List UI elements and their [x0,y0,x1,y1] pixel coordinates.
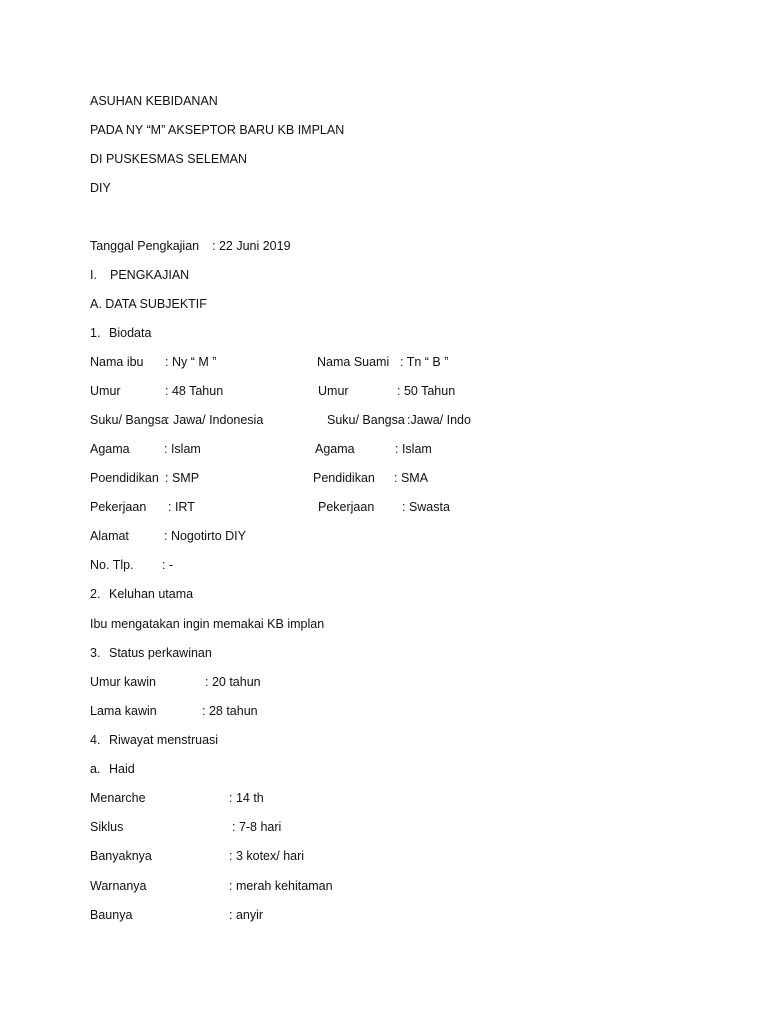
biodata-value: : 50 Tahun [397,384,456,398]
complaint-title: Keluhan utama [109,587,194,601]
doc-title-line-3: DI PUSKESMAS SELEMAN [90,152,247,166]
menstrual-label: Warnanya [90,879,147,893]
biodata-label: Poendidikan [90,471,159,485]
menstrual-number: 4. [90,733,101,747]
marital-value: : 20 tahun [205,675,261,689]
biodata-value: : Islam [395,442,432,456]
marital-value: : 28 tahun [202,704,258,718]
biodata-title: Biodata [109,326,152,340]
biodata-label: Pekerjaan [90,500,147,514]
menstrual-label: Menarche [90,791,146,805]
biodata-label: Suku/ Bangsa [327,413,405,427]
menstrual-title: Riwayat menstruasi [109,733,219,747]
biodata-value: : Ny “ M ” [165,355,217,369]
assessment-date-value: : 22 Juni 2019 [212,239,291,253]
doc-title-line-2: PADA NY “M” AKSEPTOR BARU KB IMPLAN [90,123,345,137]
biodata-value: : Swasta [402,500,450,514]
biodata-label: Pekerjaan [318,500,375,514]
menstrual-sub-title: Haid [109,762,135,776]
menstrual-value: : 14 th [229,791,264,805]
section-heading [90,267,189,283]
menstrual-heading [90,732,218,748]
biodata-label: No. Tlp. [90,558,134,572]
menstrual-label: Baunya [90,908,133,922]
menstrual-label: Siklus [90,820,124,834]
complaint-text: Ibu mengatakan ingin memakai KB implan [90,617,325,631]
doc-title-line-4: DIY [90,181,111,195]
biodata-value: : Islam [164,442,201,456]
complaint-heading [90,586,193,602]
biodata-value: : Nogotirto DIY [164,529,246,543]
marital-title: Status perkawinan [109,646,212,660]
biodata-value: : - [162,558,174,572]
menstrual-subheading [90,761,135,777]
biodata-value: : SMP [165,471,200,485]
biodata-number: 1. [90,326,101,340]
marital-heading [90,645,212,661]
biodata-label: Suku/ Bangsa [90,413,168,427]
marital-label: Lama kawin [90,704,157,718]
biodata-label: Agama [90,442,130,456]
menstrual-label: Banyaknya [90,849,152,863]
marital-label: Umur kawin [90,675,156,689]
section-title: PENGKAJIAN [110,268,190,282]
biodata-label: Agama [315,442,355,456]
biodata-label: Umur [318,384,349,398]
menstrual-value: : 7-8 hari [232,820,282,834]
menstrual-sub-number: a. [90,762,101,776]
biodata-heading [90,325,151,341]
biodata-value: : IRT [168,500,195,514]
biodata-label: Umur [90,384,121,398]
complaint-number: 2. [90,587,101,601]
subsection-heading: A. DATA SUBJEKTIF [90,297,207,311]
menstrual-value: : anyir [229,908,264,922]
section-number: I. [90,268,97,282]
biodata-value: : Tn “ B ” [400,355,449,369]
biodata-value: : 48 Tahun [165,384,224,398]
biodata-label: Alamat [90,529,129,543]
biodata-label: Nama ibu [90,355,144,369]
biodata-value: : SMA [394,471,429,485]
marital-number: 3. [90,646,101,660]
biodata-label: Nama Suami [317,355,390,369]
biodata-value: : Jawa/ Indonesia [166,413,264,427]
assessment-date-label: Tanggal Pengkajian [90,239,200,253]
menstrual-value: : 3 kotex/ hari [229,849,305,863]
biodata-label: Pendidikan [313,471,375,485]
biodata-value: :Jawa/ Indo [407,413,471,427]
doc-title-line-1: ASUHAN KEBIDANAN [90,94,218,108]
menstrual-value: : merah kehitaman [229,879,333,893]
